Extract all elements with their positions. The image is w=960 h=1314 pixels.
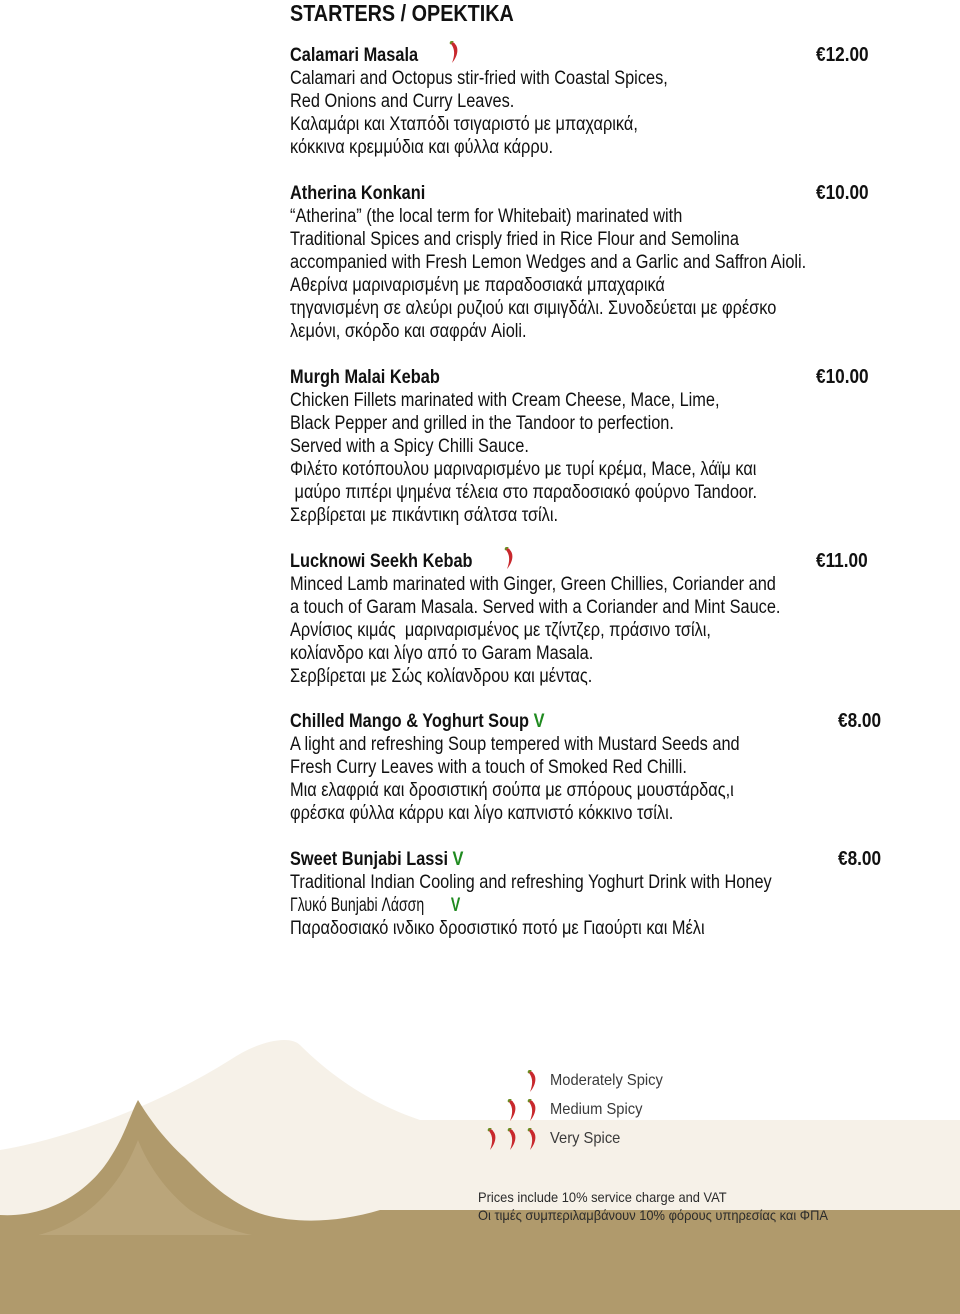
legend-label: Very Spice: [550, 1130, 621, 1147]
item-description-line: Μια ελαφριά και δροσιστική σούπα με σπόρους μουστάρδας,ι: [290, 780, 734, 801]
item-price: €10.00: [816, 366, 869, 388]
item-description-line: Minced Lamb marinated with Ginger, Green Chillies, Coriander and: [290, 574, 776, 595]
item-description-line: φρέσκα φύλλα κάρρυ και λίγο καπνιστό κόκκινο τσίλι.: [290, 803, 674, 824]
chili-icon: [503, 1099, 521, 1123]
dome-background: [0, 1040, 960, 1314]
item-description-line: κόκκινα κρεμμύδια και φύλλα κάρρυ.: [290, 137, 554, 158]
menu-item-calamari-masala: [290, 44, 910, 159]
item-name: Calamari Masala: [290, 45, 419, 66]
menu-item-lucknowi-seekh-kebab: [290, 550, 910, 688]
item-price: €8.00: [838, 848, 882, 870]
item-name: Murgh Malai Kebab: [290, 367, 440, 388]
price-notes: [478, 1188, 858, 1224]
legend-label: Medium Spicy: [550, 1101, 643, 1118]
chili-icon: [445, 41, 463, 65]
item-description-line: Fresh Curry Leaves with a touch of Smoked Red Chilli.: [290, 757, 687, 778]
item-description-line: Red Onions and Curry Leaves.: [290, 91, 515, 112]
chili-icon: [503, 1128, 521, 1152]
item-price: €10.00: [816, 182, 869, 204]
vegetarian-badge: V: [533, 711, 545, 732]
item-description-line: Καλαμάρι και Χταπόδι τσιγαριστό με μπαχαρικά,: [290, 114, 638, 135]
item-description-line: Chicken Fillets marinated with Cream Cheese, Mace, Lime,: [290, 390, 720, 411]
menu-item-sweet-bunjabi-lassi: [290, 848, 910, 940]
item-description-line: Calamari and Octopus stir-fried with Coastal Spices,: [290, 68, 668, 89]
chili-icon: [523, 1099, 541, 1123]
item-description-line: A light and refreshing Soup tempered with Mustard Seeds and: [290, 734, 740, 755]
item-description-line: Σερβίρεται με πικάντικη σάλτσα τσίλι.: [290, 505, 559, 526]
item-price: €11.00: [816, 550, 868, 572]
item-description-line: Σερβίρεται με Σώς κολίανδρου και μέντας.: [290, 666, 593, 687]
item-description-line: κολίανδρο και λίγο από το Garam Masala.: [290, 643, 594, 664]
legend-label: Moderately Spicy: [550, 1072, 663, 1089]
item-description-line: Γλυκό Bunjabi Λάσση V: [290, 895, 460, 916]
item-price: €12.00: [816, 44, 869, 66]
item-name: Atherina Konkani: [290, 183, 426, 204]
item-description-line: accompanied with Fresh Lemon Wedges and a Garlic and Saffron Aioli.: [290, 252, 807, 273]
vegetarian-badge: V: [452, 849, 464, 870]
item-description-line: Black Pepper and grilled in the Tandoor to perfection.: [290, 413, 674, 434]
chili-icon: [523, 1070, 541, 1094]
item-description-line: μαύρο πιπέρι ψημένα τέλεια στο παραδοσιακό φούρνο Tandoor.: [290, 482, 758, 503]
menu-item-murgh-malai-kebab: [290, 366, 910, 527]
section-title: STARTERS / ΟΡΕΚΤΙΚΑ: [290, 0, 514, 26]
price-note-el: Οι τιμές συμπεριλαμβάνουν 10% φόρους υπηρεσίας και ΦΠΑ: [478, 1207, 828, 1223]
item-description-line: Traditional Spices and crisply fried in Rice Flour and Semolina: [290, 229, 739, 250]
menu-item-chilled-mango-yoghurt-soup: [290, 710, 910, 825]
chili-icon: [523, 1128, 541, 1152]
vegetarian-badge: V: [450, 895, 460, 916]
price-note-en: Prices include 10% service charge and VAT: [478, 1189, 727, 1205]
item-name: Lucknowi Seekh Kebab: [290, 551, 473, 572]
item-description-line: Served with a Spicy Chilli Sauce.: [290, 436, 529, 457]
item-description-line: Φιλέτο κοτόπουλου μαριναρισμένο με τυρί κρέμα, Mace, λάϊμ και: [290, 459, 757, 480]
item-description-line: τηγανισμένη σε αλεύρι ρυζιού και σιμιγδάλι. Συνοδεύεται με φρέσκο: [290, 298, 777, 319]
item-description-line: “Atherina” (the local term for Whitebait) marinated with: [290, 206, 683, 227]
item-price: €8.00: [838, 710, 882, 732]
item-description-line: Αρνίσιος κιμάς μαριναρισμένος με τζίντζερ, πράσινο τσίλι,: [290, 620, 711, 641]
chili-icon: [483, 1128, 501, 1152]
item-description-line: Αθερίνα μαριναρισμένη με παραδοσιακά μπαχαρικά: [290, 275, 665, 296]
item-description-line: Παραδοσιακό ινδικο δροσιστικό ποτό με Γιαούρτι και Μέλι: [290, 918, 705, 939]
item-name: Chilled Mango & Yoghurt Soup V: [290, 711, 545, 732]
item-description-line: Traditional Indian Cooling and refreshing Yoghurt Drink with Honey: [290, 872, 772, 893]
chili-icon: [500, 547, 518, 571]
item-description-line: λεμόνι, σκόρδο και σαφράν Aioli.: [290, 321, 527, 342]
item-name: Sweet Bunjabi Lassi V: [290, 849, 464, 870]
item-description-line: a touch of Garam Masala. Served with a Coriander and Mint Sauce.: [290, 597, 781, 618]
menu-item-atherina-konkani: [290, 182, 910, 343]
